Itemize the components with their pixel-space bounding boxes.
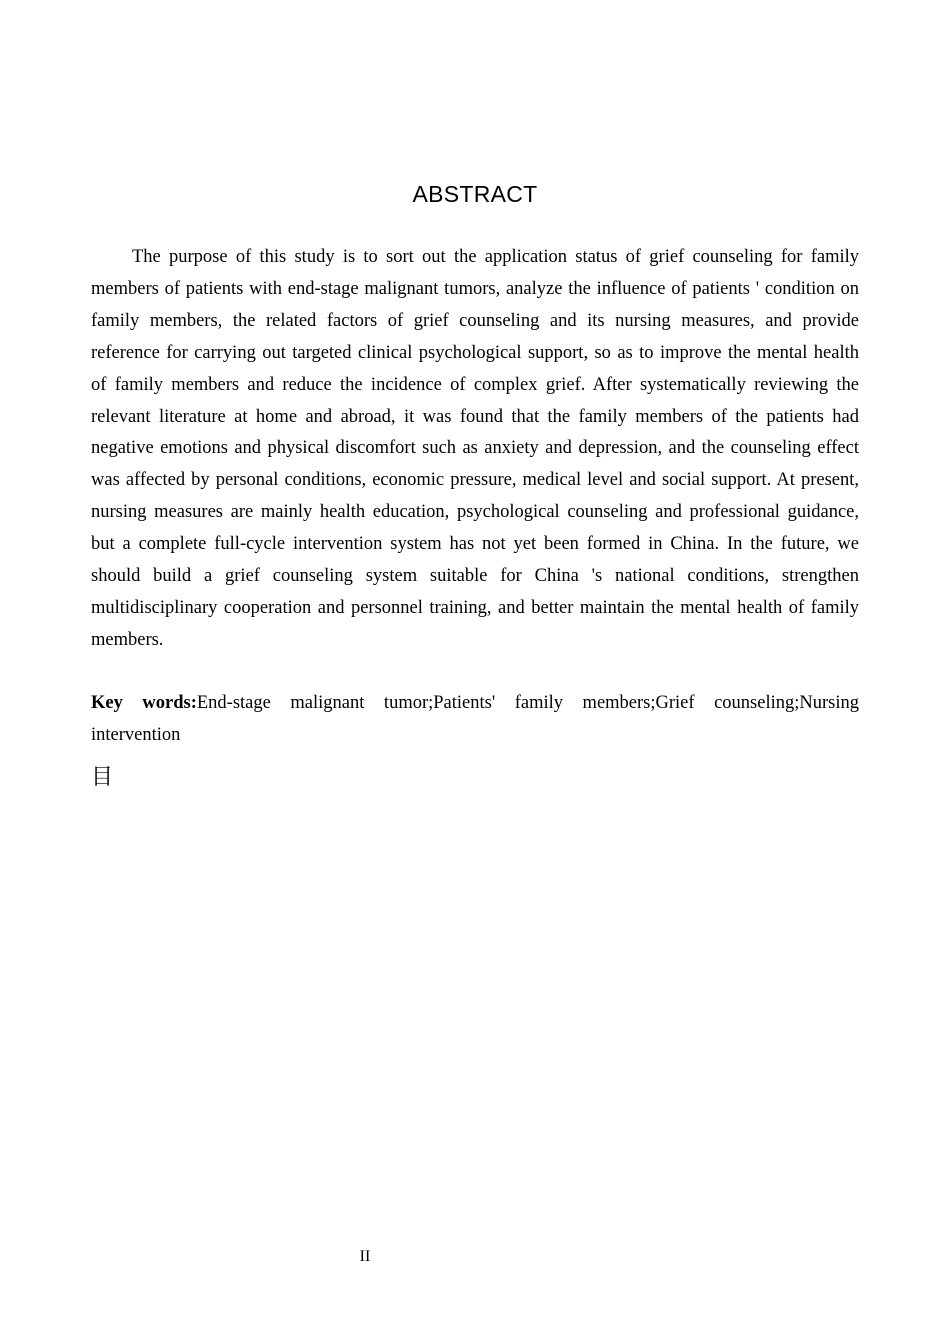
page-number: II <box>359 1248 371 1265</box>
abstract-heading: ABSTRACT <box>412 181 538 207</box>
keywords-line <box>91 688 859 752</box>
keywords-text: End-stage malignant tumor;Patients' family members;Grief counseling;Nursing intervention <box>91 693 859 745</box>
toc-heading-fragment: 目 <box>91 765 114 790</box>
abstract-body: The purpose of this study is to sort out the application status of grief counseling for family members of patients with end-stage malignant tumors, analyze the influence of patients ' condition on family members, the related factors of grief counseling and its nursing measures, and provide reference for carrying out targeted clinical psychological support, so as to improve the mental health of family members and reduce the incidence of complex grief. After systematically reviewing the relevant literature at home and abroad, it was found that the family members of the patients had negative emotions and physical discomfort such as anxiety and depression, and the counseling effect was affected by personal conditions, economic pressure, medical level and social support. At present, nursing measures are mainly health education, psychological counseling and professional guidance, but a complete full-cycle intervention system has not yet been formed in China. In the future, we should build a grief counseling system suitable for China 's national conditions, strengthen multidisciplinary cooperation and personnel training, and better maintain the mental health of family members. <box>91 247 859 650</box>
keywords-label: Key words: <box>91 693 197 713</box>
